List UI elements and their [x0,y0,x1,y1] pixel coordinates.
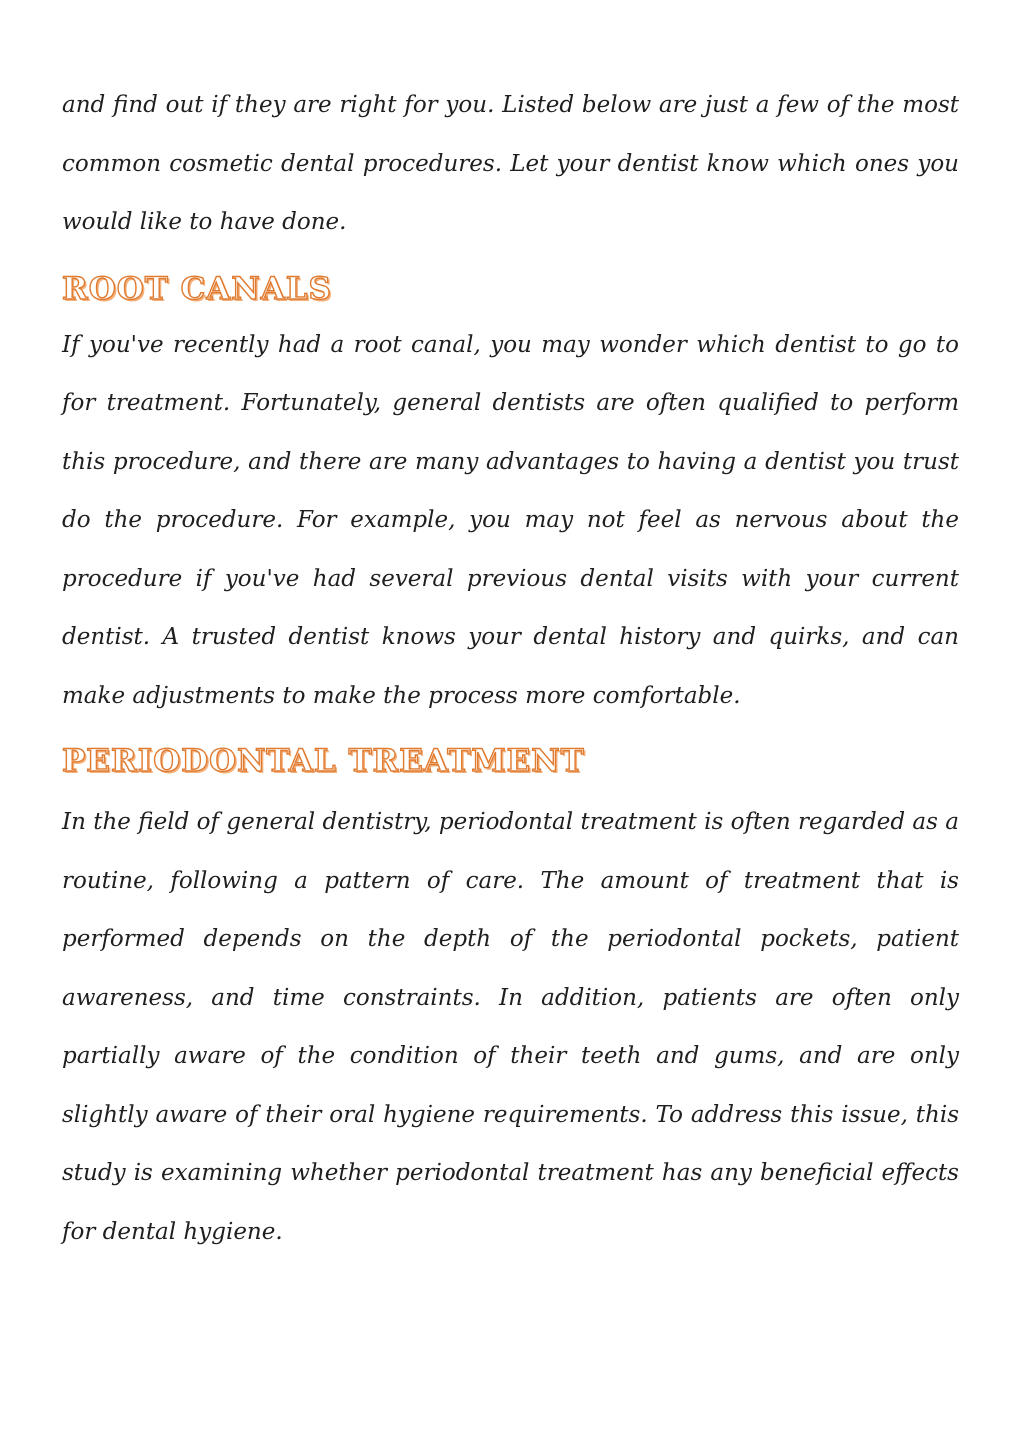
root-canals-paragraph: If you've recently had a root canal, you may wonder which dentist to go to for treatment. Fortunately, general dentists are often qualified to perform this procedure, and there are many advantages to having a dentist you trust do the procedure. For example, you may not feel as nervous about the procedure if you've had several previous dental visits with your current dentist. A trusted dentist knows your dental history and quirks, and can make adjustments to make the process more comfortable. [62,331,959,709]
heading-periodontal-treatment: PERIODONTAL TREATMENT [62,743,585,779]
document-page [62,76,959,1261]
heading-root-canals: ROOT CANALS [62,270,332,307]
intro-paragraph: and find out if they are right for you. Listed below are just a few of the most common cosmetic dental procedures. Let your dentist know which ones you would like to have done. [62,92,959,235]
periodontal-treatment-paragraph: In the field of general dentistry, periodontal treatment is often regarded as a routine, following a pattern of care. The amount of treatment that is performed depends on the depth of the periodontal pockets, patient awareness, and time constraints. In addition, patients are often only partially aware of the condition of their teeth and gums, and are only slightly aware of their oral hygiene requirements. To address this issue, this study is examining whether periodontal treatment has any beneficial effects for dental hygiene. [62,809,959,1245]
